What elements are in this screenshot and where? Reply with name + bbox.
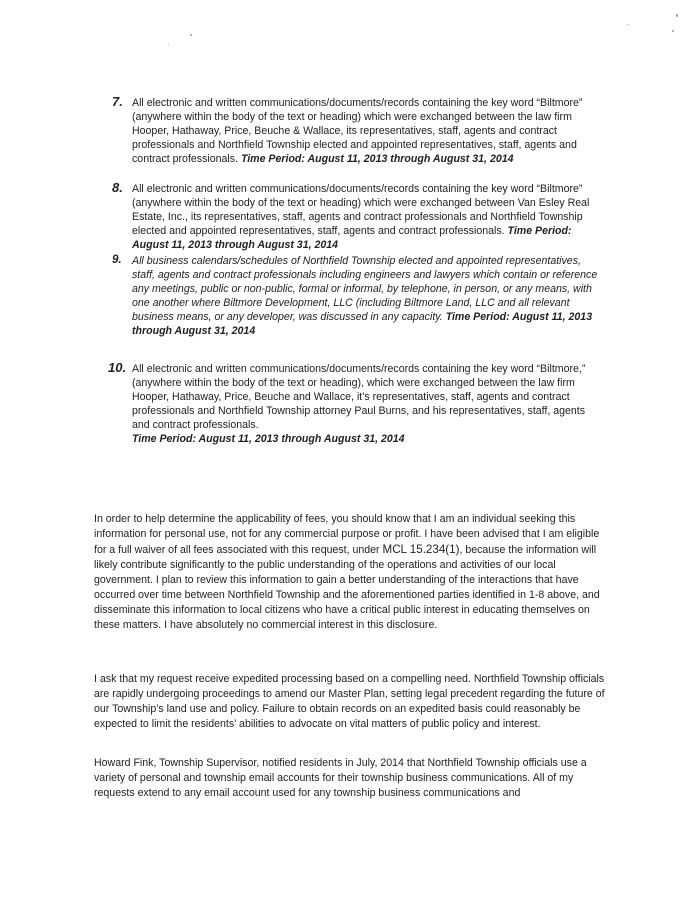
scan-speck xyxy=(676,14,678,17)
item-body: All electronic and written communications/documents/records containing the key word “Biltmore” (anywhere within the body of the text or heading) which were exchanged between the law firm Hooper, Hathaway, Price, Beuche & Wallace, its representatives, staff, agents and contract professionals and Northfield Township elected and appointed representatives, staff, agents and contract professionals. xyxy=(132,97,583,166)
item-text xyxy=(132,362,602,447)
item-text xyxy=(132,96,602,166)
fee-waiver-paragraph xyxy=(94,512,614,633)
scan-speck xyxy=(168,44,169,45)
time-period: Time Period: August 11, 2013 through August 31, 2014 xyxy=(240,153,514,166)
expedited-processing-paragraph: I ask that my request receive expedited processing based on a compelling need. Northfield Township officials are rapidly undergoing proceedings to amend our Master Plan, setting legal precedent regarding the future of our Township’s land use and policy. Failure to obtain records on an expedited basis could reasonably be expected to limit the residents’ abilities to advocate on vital matters of public policy and interest. xyxy=(94,673,605,730)
item-text xyxy=(132,254,602,339)
scan-speck xyxy=(672,30,674,32)
request-item-10 xyxy=(108,360,602,447)
time-period: Time Period: August 11, 2013 through August 31, 2014 xyxy=(132,433,405,446)
email-accounts-paragraph: Howard Fink, Township Supervisor, notified residents in July, 2014 that Northfield Township officials use a variety of personal and township email accounts for their township business communications. All of my requests extend to any email account used for any township business communications and xyxy=(94,757,587,799)
scan-speck xyxy=(628,24,629,25)
item-body: All electronic and written communications/documents/records containing the key word “Biltmore” (anywhere within the body of the text or heading) which were exchanged between Van Esley Real Estate, Inc., its representatives, staff, agents and contract professionals and Northfield Township elected and appointed representatives, staff, agents and contract professionals. xyxy=(132,183,590,238)
time-period: Time Period: August 11, 2013 through August 31, 2014 xyxy=(132,311,593,338)
item-body: All business calendars/schedules of Northfield Township elected and appointed representatives, staff, agents and contract professionals including engineers and lawyers which contain or reference any meetings, public or non-public, formal or informal, by telephone, in person, or any means, with one another where Biltmore Development, LLC (including Biltmore Land, LLC and all relevant business means, or any developer, was discussed in any capacity. xyxy=(132,255,598,324)
request-item-9 xyxy=(112,254,602,339)
request-item-8 xyxy=(112,182,602,252)
item-number: 10. xyxy=(108,360,127,375)
item-number: 7. xyxy=(112,94,123,109)
item-number: 9. xyxy=(112,254,122,266)
fee-waiver-text: In order to help determine the applicability of fees, you should know that I am an individual seeking this information for personal use, not for any commercial purpose or profit. I have been advised that I am eligible for a full waiver of all fees associated with this request, under xyxy=(94,513,600,556)
time-period: Time Period: August 11, 2013 through August 31, 2014 xyxy=(132,225,572,252)
mcl-citation: MCL 15.234(1) xyxy=(382,543,460,556)
scan-speck xyxy=(190,34,192,36)
item-text xyxy=(132,182,602,252)
item-number: 8. xyxy=(112,180,123,195)
request-item-7 xyxy=(112,96,602,166)
fee-waiver-text-cont: , because the information will likely contribute significantly to the public understanding of the operations and activities of our local government. I plan to review this information to gain a better understanding of the interactions that have occurred over time between Northfield Township and the aforementioned parties identified in 1-8 above, and disseminate this information to local citizens who have a critical public interest in educating themselves on these matters. I have absolutely no commercial interest in this disclosure. xyxy=(94,544,600,631)
item-body: All electronic and written communications/documents/records containing the key word “Biltmore,” (anywhere within the body of the text or heading), which were exchanged between the law firm Hooper, Hathaway, Price, Beuche and Wallace, it’s representatives, staff, agents and contract professionals and Northfield Township attorney Paul Burns, and his representatives, staff, agents and contract professionals. xyxy=(132,363,586,432)
